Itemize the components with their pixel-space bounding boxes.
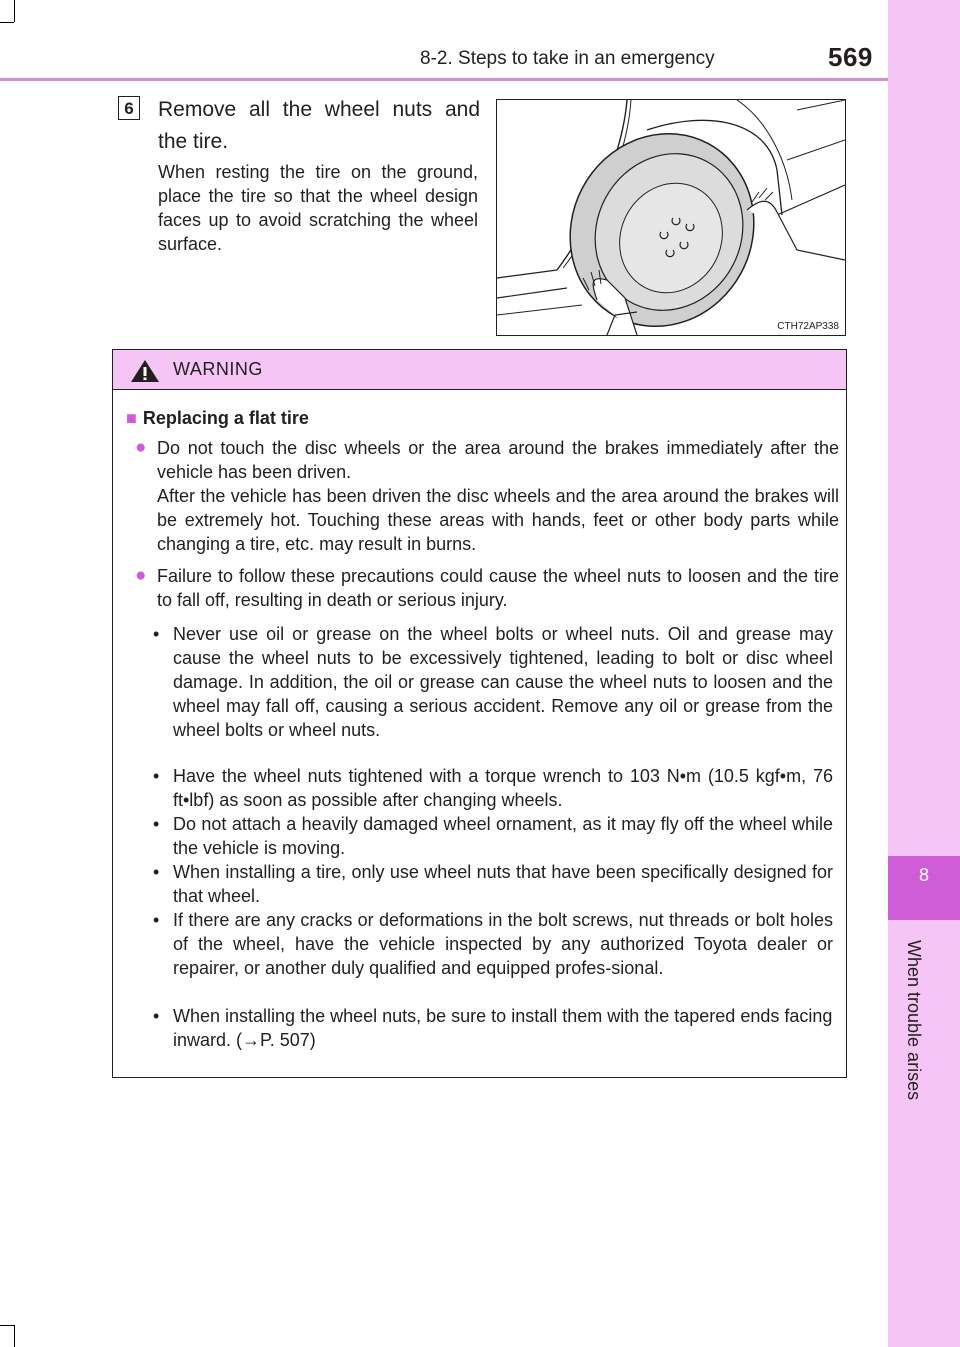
warning-sub-item: • Have the wheel nuts tightened with a torque wrench to 103 N•m (10.5 kgf•m, 76 ft•lbf) as soon as possible after changing wheels. (153, 766, 833, 810)
circle-bullet-icon: ● (135, 437, 147, 458)
warning-header (113, 350, 846, 390)
header-divider (0, 78, 888, 81)
step-body: When resting the tire on the ground, place the tire so that the wheel design faces up to avoid scratching the wheel surface. (158, 162, 478, 254)
warning-bullet (135, 436, 839, 556)
circle-bullet-icon: ● (135, 565, 147, 586)
warning-sub-item: • When installing the wheel nuts, be sure to install them with the tapered ends facing inward. (→P. 507) (153, 1006, 833, 1050)
sub-item-text: If there are any cracks or deformations in the bolt screws, nut threads or bolt holes of the wheel, have the vehicle inspected by any authorized Toyota dealer or repairer, or another duly qualified and equipped profes-sional. (173, 910, 833, 978)
sub-item-text: When installing the wheel nuts, be sure to install them with the tapered ends facing inward. (→P. 507) (173, 1006, 833, 1050)
warning-sub-item: • Never use oil or grease on the wheel bolts or wheel nuts. Oil and grease may cause the wheel nuts to be excessively tightened, leading to bolt or disc wheel damage. In addition, the oil or grease can cause the wheel nuts to loosen and the wheel may fall off, causing a serious accident. Remove any oil or grease from the wheel bolts or wheel nuts. (153, 624, 833, 740)
warning-bullet (135, 564, 839, 612)
sub-item-text: When installing a tire, only use wheel nuts that have been specifically designed for that wheel. (173, 862, 833, 906)
chapter-number: 8 (888, 856, 960, 920)
bullet-text: Failure to follow these precautions could cause the wheel nuts to loosen and the tire to fall off, resulting in death or serious injury. (157, 566, 839, 610)
crop-mark (14, 1325, 15, 1347)
subsection-title: Replacing a flat tire (142, 408, 309, 428)
section-title: 8-2. Steps to take in an emergency (420, 48, 715, 69)
warning-title: WARNING (173, 359, 263, 379)
tire-illustration-svg (497, 100, 845, 335)
sub-item-text: Never use oil or grease on the wheel bolts or wheel nuts. Oil and grease may cause the wheel nuts to be excessively tightened, leading to bolt or disc wheel damage. In addition, the oil or grease can cause the wheel nuts to loosen and the wheel may fall off, causing a serious accident. Remove any oil or grease from the wheel bolts or wheel nuts. (173, 624, 833, 740)
warning-sub-item: • Do not attach a heavily damaged wheel ornament, as it may fly off the wheel while the vehicle is moving. (153, 814, 833, 858)
crop-mark (0, 1325, 14, 1326)
page-number: 569 (828, 42, 873, 72)
chapter-label: When trouble arises (904, 940, 924, 1101)
warning-triangle-icon (130, 359, 160, 388)
figure-code: CTH72AP338 (777, 321, 839, 332)
warning-sub-item: • When installing a tire, only use wheel nuts that have been specifically designed for that wheel. (153, 862, 833, 906)
crop-mark (14, 0, 15, 22)
bullet-text: Do not touch the disc wheels or the area around the brakes immediately after the vehicle has been driven. (157, 438, 839, 482)
bullet-text: After the vehicle has been driven the disc wheels and the area around the brakes will be extremely hot. Touching these areas with hands, feet or other body parts while changing a tire, etc. may result in burns. (157, 486, 839, 554)
chapter-side-tab (888, 0, 960, 1347)
sub-item-text: Have the wheel nuts tightened with a torque wrench to 103 N•m (10.5 kgf•m, 76 ft•lbf) as soon as possible after changing wheels. (173, 766, 833, 810)
tire-removal-illustration (496, 99, 846, 336)
warning-sub-item: • If there are any cracks or deformations in the bolt screws, nut threads or bolt holes of the wheel, have the vehicle inspected by any authorized Toyota dealer or repairer, or another duly qualified and equipped profes-sional. (153, 910, 833, 978)
square-bullet-icon: ■ (126, 408, 137, 428)
sub-item-text: Do not attach a heavily damaged wheel ornament, as it may fly off the wheel while the vehicle is moving. (173, 814, 833, 858)
warning-box (112, 349, 847, 1078)
step-heading: Remove all the wheel nuts and the tire. (158, 98, 480, 153)
warning-subsection (126, 408, 309, 429)
crop-mark (0, 22, 14, 23)
step-number: 6 (118, 96, 140, 120)
